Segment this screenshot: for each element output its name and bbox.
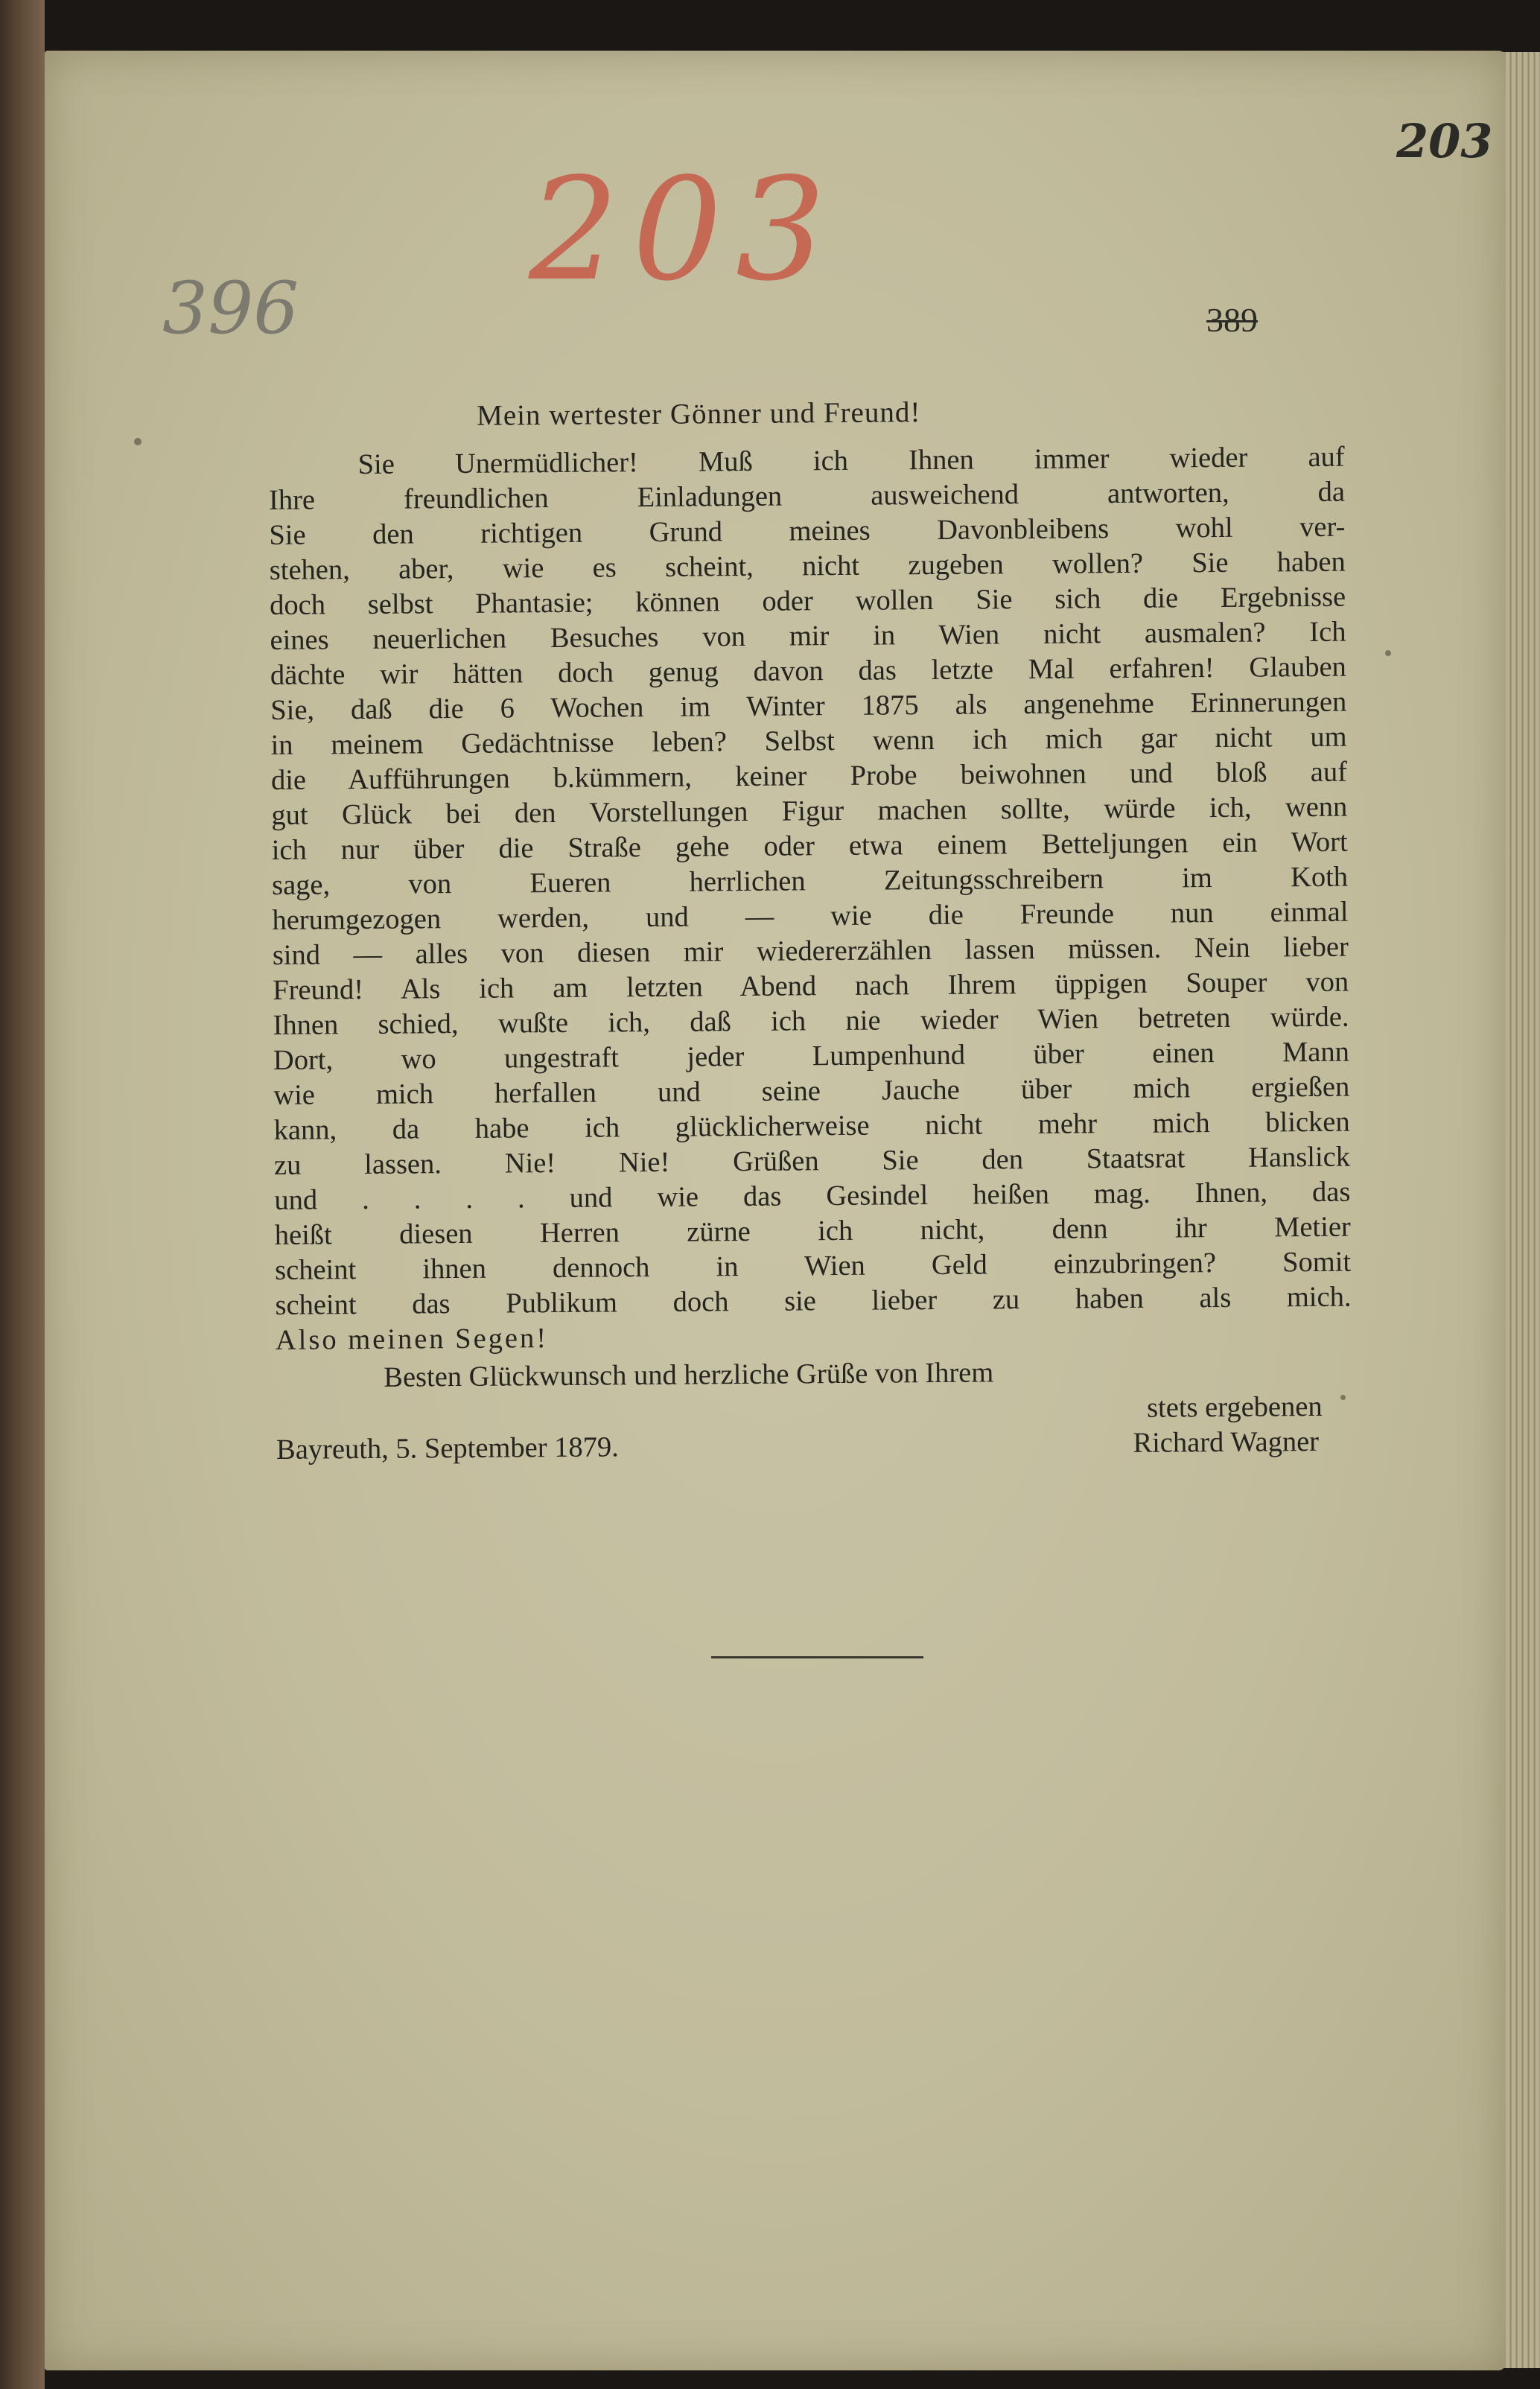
handwritten-corner-number: 203 bbox=[1396, 114, 1493, 168]
body-line: sind — alles von diesen mir wiedererzählen lassen müssen. Nein lieber bbox=[272, 931, 1349, 971]
body-line: zu lassen. Nie! Nie! Grüßen Sie den Staatsrat Hanslick bbox=[273, 1141, 1351, 1181]
printed-page-number: 389 bbox=[1206, 301, 1258, 339]
pencil-page-number: 396 bbox=[162, 267, 299, 350]
body-line: wie mich herfallen und seine Jauche über mich ergießen bbox=[273, 1071, 1350, 1111]
paper-speck bbox=[134, 438, 141, 445]
body-line: Sie den richtigen Grund meines Davonbleibens wohl ver- bbox=[269, 511, 1346, 551]
salutation: Mein wertester Gönner und Freund! bbox=[476, 396, 921, 432]
signature-name: Richard Wagner bbox=[1133, 1425, 1320, 1459]
letter-text bbox=[268, 392, 1352, 1480]
body-line: Freund! Als ich am letzten Abend nach Ihrem üppigen Souper von bbox=[273, 966, 1349, 1006]
body-line: herumgezogen werden, und — wie die Freunde nun einmal bbox=[272, 896, 1349, 936]
body-line: ich nur über die Straße gehe oder etwa einem Betteljungen ein Wort bbox=[271, 826, 1348, 866]
body-line: eines neuerlichen Besuches von mir in Wien nicht ausmalen? Ich bbox=[270, 616, 1346, 656]
body-line: die Aufführungen b.kümmern, keiner Probe beiwohnen und bloß auf bbox=[270, 756, 1348, 796]
place-and-date: Bayreuth, 5. September 1879. bbox=[276, 1431, 619, 1466]
book-page bbox=[45, 51, 1506, 2370]
body-line: scheint ihnen dennoch in Wien Geld einzubringen? Somit bbox=[275, 1246, 1352, 1286]
paper-speck bbox=[1385, 650, 1391, 656]
red-crayon-page-number: 203 bbox=[529, 147, 839, 312]
body-line: Also meinen Segen! bbox=[275, 1323, 549, 1356]
body-line: Dort, wo ungestraft jeder Lumpenhund über einen Mann bbox=[273, 1036, 1350, 1076]
body-line: dächte wir hätten doch genug davon das letzte Mal erfahren! Glauben bbox=[270, 651, 1347, 691]
letter-body bbox=[269, 440, 1352, 1358]
body-line: und . . . . und wie das Gesindel heißen mag. Ihnen, das bbox=[274, 1176, 1351, 1216]
body-line: stehen, aber, wie es scheint, nicht zugeben wollen? Sie haben bbox=[269, 546, 1346, 586]
body-line: Sie, daß die 6 Wochen im Winter 1875 als angenehme Erinnerungen bbox=[270, 686, 1347, 726]
body-line: kann, da habe ich glücklicherweise nicht mehr mich blicken bbox=[273, 1106, 1350, 1146]
signature-block bbox=[276, 1390, 1353, 1480]
closing-line: Besten Glückwunsch und herzliche Grüße von Ihrem bbox=[384, 1357, 994, 1393]
body-line: doch selbst Phantasie; können oder wollen Sie sich die Ergebnisse bbox=[269, 581, 1346, 621]
body-line: gut Glück bei den Vorstellungen Figur machen sollte, würde ich, wenn bbox=[271, 791, 1348, 831]
body-line: Ihre freundlichen Einladungen ausweichend antworten, da bbox=[268, 476, 1346, 516]
body-line: in meinem Gedächtnisse leben? Selbst wenn ich mich gar nicht um bbox=[270, 721, 1347, 761]
sign-off: stets ergebenen bbox=[1146, 1390, 1323, 1424]
section-divider bbox=[711, 1656, 923, 1658]
body-line: scheint das Publikum doch sie lieber zu haben als mich. bbox=[275, 1281, 1352, 1321]
body-line: Ihnen schied, wußte ich, daß ich nie wieder Wien betreten würde. bbox=[273, 1001, 1349, 1041]
body-line: sage, von Eueren herrlichen Zeitungsschreibern im Koth bbox=[271, 861, 1349, 901]
book-spine bbox=[0, 0, 45, 2389]
body-line: heißt diesen Herren zürne ich nicht, denn ihr Metier bbox=[274, 1211, 1351, 1251]
body-line: Sie Unermüdlicher! Muß ich Ihnen immer wieder auf bbox=[357, 441, 1345, 481]
